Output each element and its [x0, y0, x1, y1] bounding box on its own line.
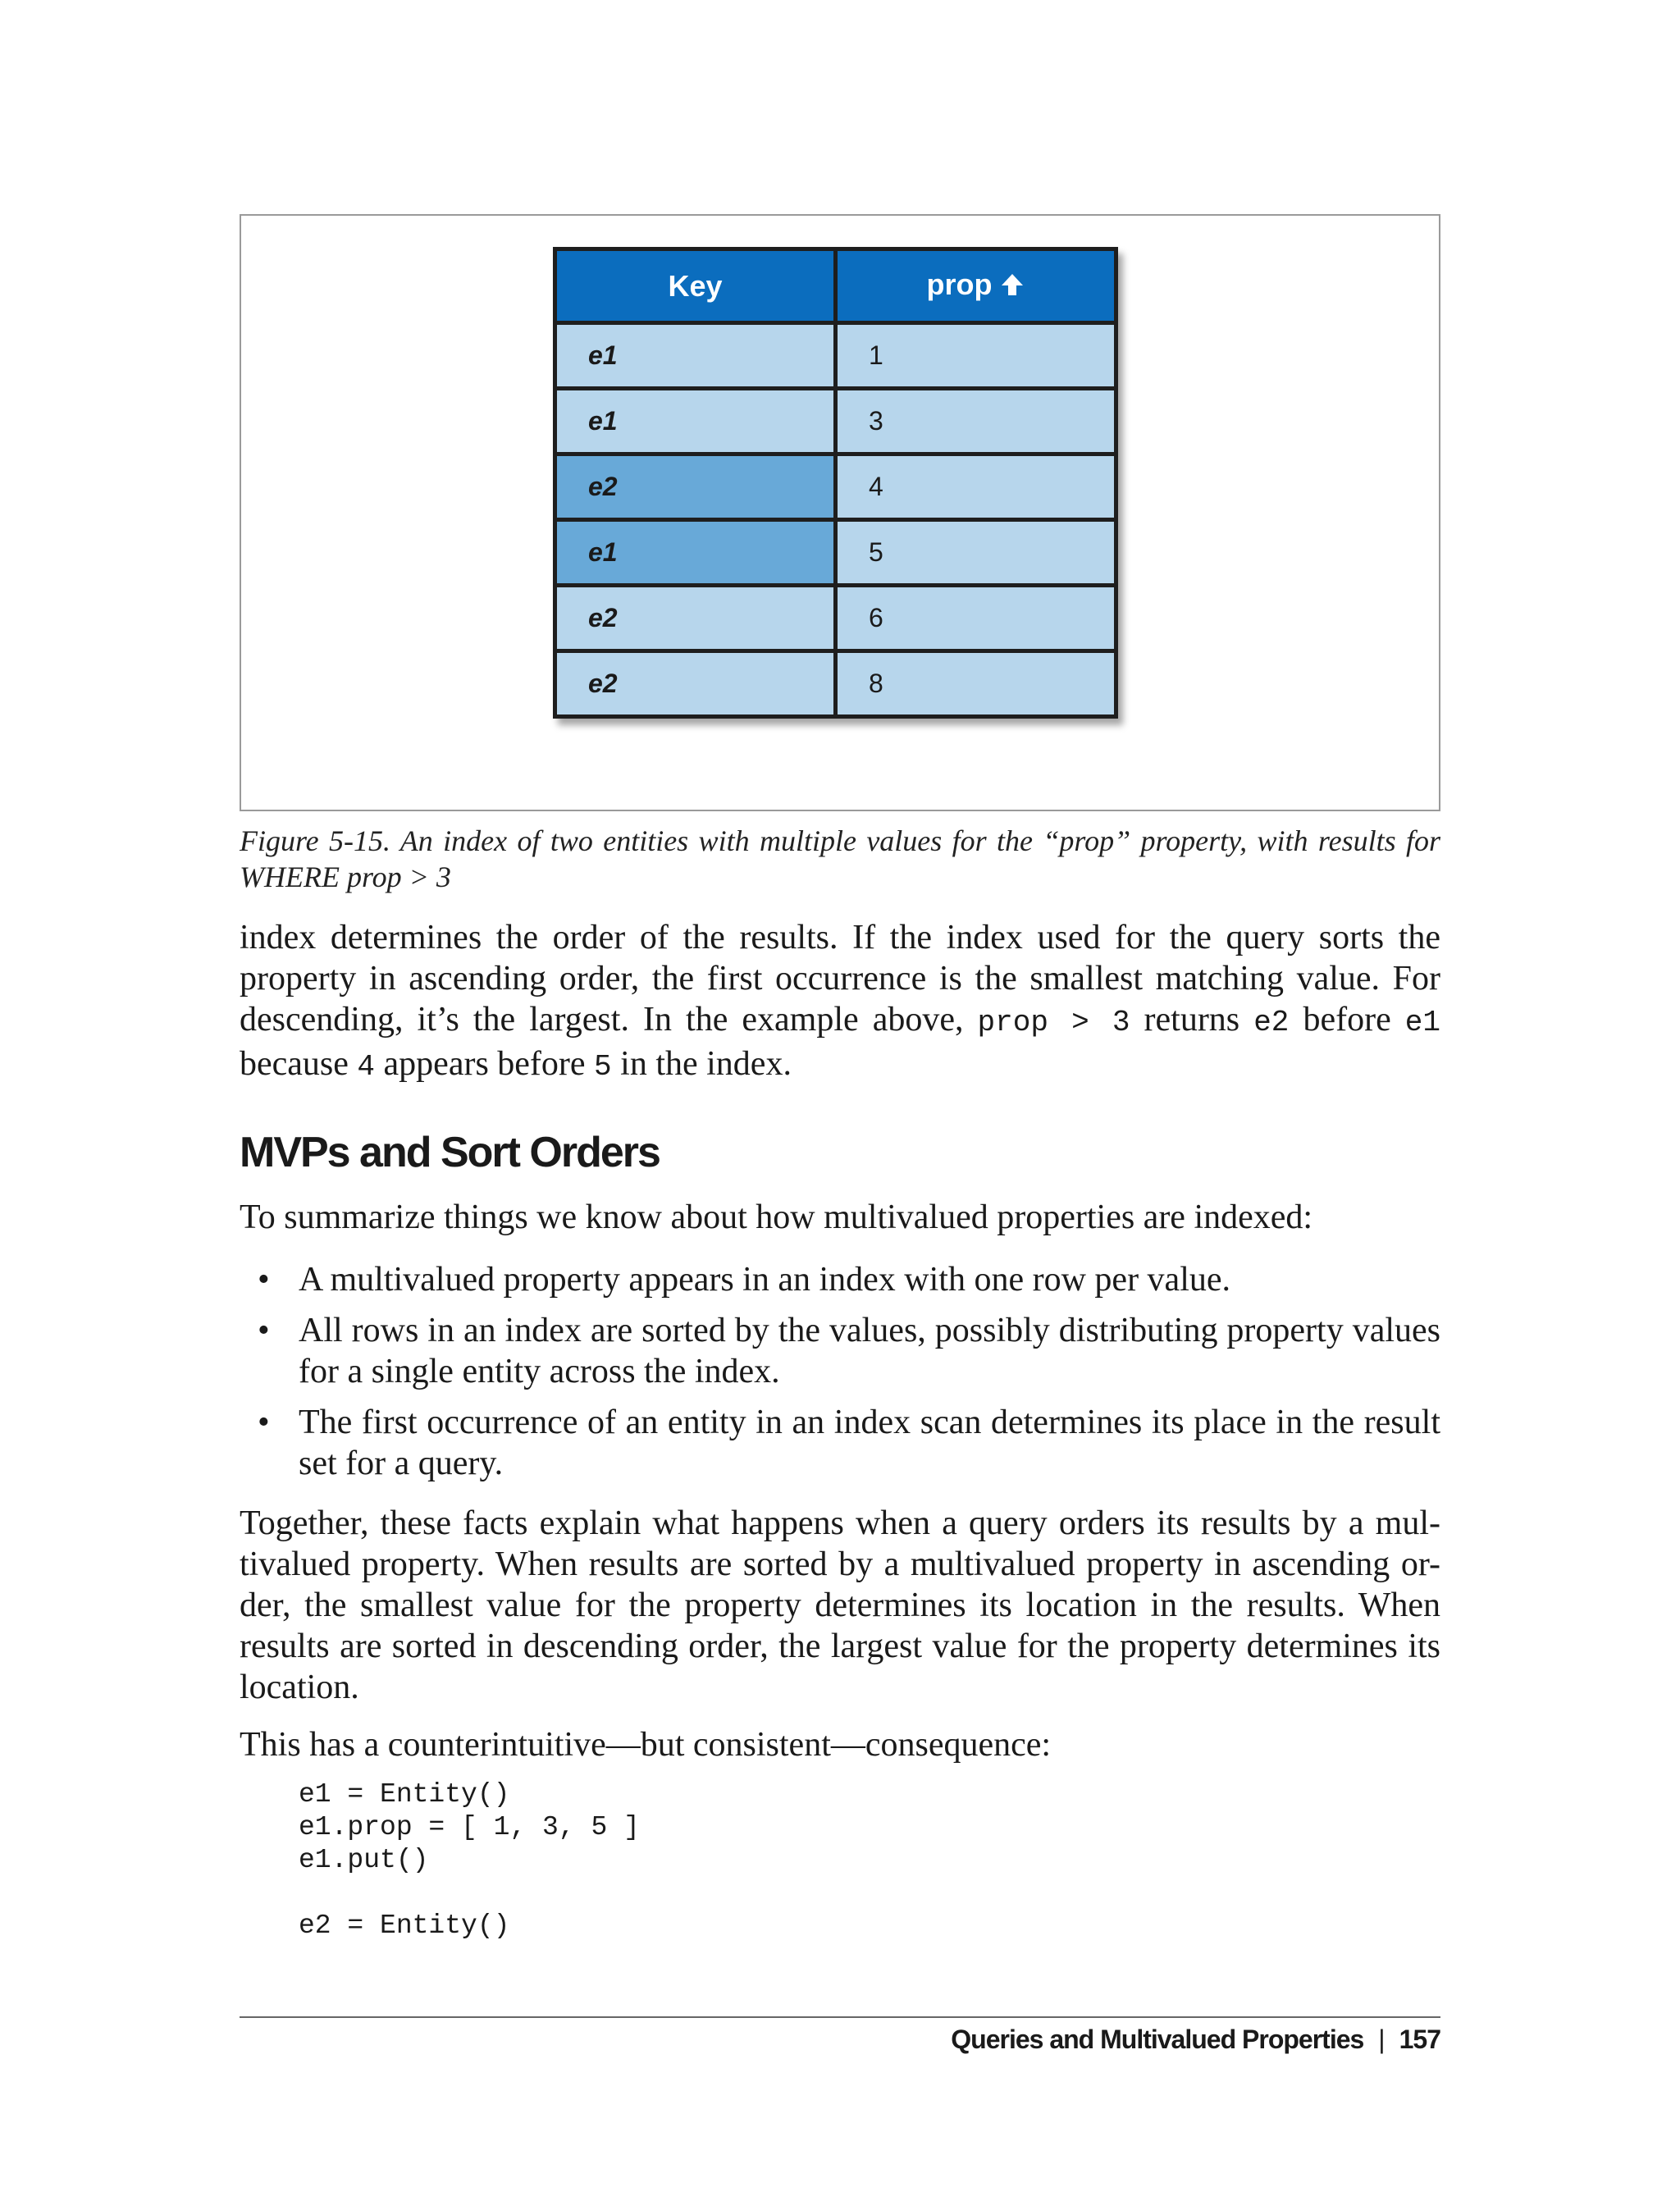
figure-caption: Figure 5-15. An index of two entities with multiple values for the “prop” property, with results for WHERE prop > 3 [240, 824, 1440, 893]
key-cell: e1 [555, 323, 836, 389]
table-row [555, 389, 1116, 454]
key-cell: e2 [555, 651, 836, 717]
up-arrow-icon [1000, 270, 1025, 304]
list-item [240, 1402, 1440, 1484]
body-paragraph [240, 917, 1440, 1088]
inline-code: e2 [1253, 1006, 1290, 1039]
prop-cell: 1 [836, 323, 1116, 389]
text-run: index determines the order of the results. If the index used for the query sorts the property in ascending order, the first occurrence is the smallest matching value. For descending, it’s the largest. In the example above, [240, 919, 1440, 1039]
prop-cell: 5 [836, 520, 1116, 586]
list-item-text: The first occurrence of an entity in an index scan determines its place in the result set for a query. [299, 1404, 1440, 1482]
inline-code: 5 [594, 1050, 612, 1084]
bullet-icon: • [258, 1312, 270, 1349]
key-cell: e2 [555, 586, 836, 651]
inline-code: 4 [357, 1050, 376, 1084]
code-block: e1 = Entity() e1.prop = [ 1, 3, 5 ] e1.put() e2 = Entity() [299, 1779, 640, 1941]
page-number: 157 [1399, 2025, 1440, 2054]
table-header-row [555, 249, 1116, 323]
footer-rule [240, 2016, 1440, 2018]
header-prop-label: prop [926, 267, 993, 302]
header-prop [836, 249, 1116, 323]
running-footer [951, 2025, 1440, 2055]
list-item [240, 1310, 1440, 1392]
list-item-text: All rows in an index are sorted by the values, possibly distributing property values for a single entity across the index. [299, 1312, 1440, 1390]
prop-cell: 8 [836, 651, 1116, 717]
list-item-text: A multivalued property appears in an index with one row per value. [299, 1261, 1231, 1299]
key-cell: e1 [555, 520, 836, 586]
body-paragraph: This has a counterintuitive—but consistent—consequence: [240, 1726, 1052, 1764]
table-row [555, 454, 1116, 520]
text-run: returns [1130, 1001, 1254, 1039]
table-row [555, 323, 1116, 389]
body-paragraph: Together, these facts explain what happens when a query orders its results by a mul-tivalued property. When results are sorted by a multivalued property in ascending or-der, the smallest value for the property determines its location in the results. When results are sorted in descending order, the largest value for the property determines its location. [240, 1504, 1440, 1706]
table-row [555, 586, 1116, 651]
text-run: in the index. [611, 1045, 792, 1083]
key-cell: e2 [555, 454, 836, 520]
text-run: before [1289, 1001, 1405, 1039]
footer-chapter: Queries and Multivalued Properties [951, 2025, 1364, 2054]
prop-cell: 6 [836, 586, 1116, 651]
inline-code: prop > 3 [977, 1006, 1130, 1039]
bullet-icon: • [258, 1261, 270, 1299]
text-run: because [240, 1045, 358, 1083]
prop-cell: 4 [836, 454, 1116, 520]
footer-separator: | [1378, 2025, 1385, 2054]
section-heading: MVPs and Sort Orders [240, 1129, 660, 1176]
header-key-label: Key [668, 268, 723, 303]
index-table [553, 247, 1118, 719]
summary-intro: To summarize things we know about how multivalued properties are indexed: [240, 1198, 1313, 1236]
bullet-list [240, 1259, 1440, 1494]
key-cell: e1 [555, 389, 836, 454]
table-row [555, 520, 1116, 586]
inline-code: e1 [1404, 1006, 1440, 1039]
table-row [555, 651, 1116, 717]
list-item [240, 1259, 1440, 1300]
header-key [555, 249, 836, 323]
bullet-icon: • [258, 1404, 270, 1441]
text-run: appears before [375, 1045, 595, 1083]
prop-cell: 3 [836, 389, 1116, 454]
